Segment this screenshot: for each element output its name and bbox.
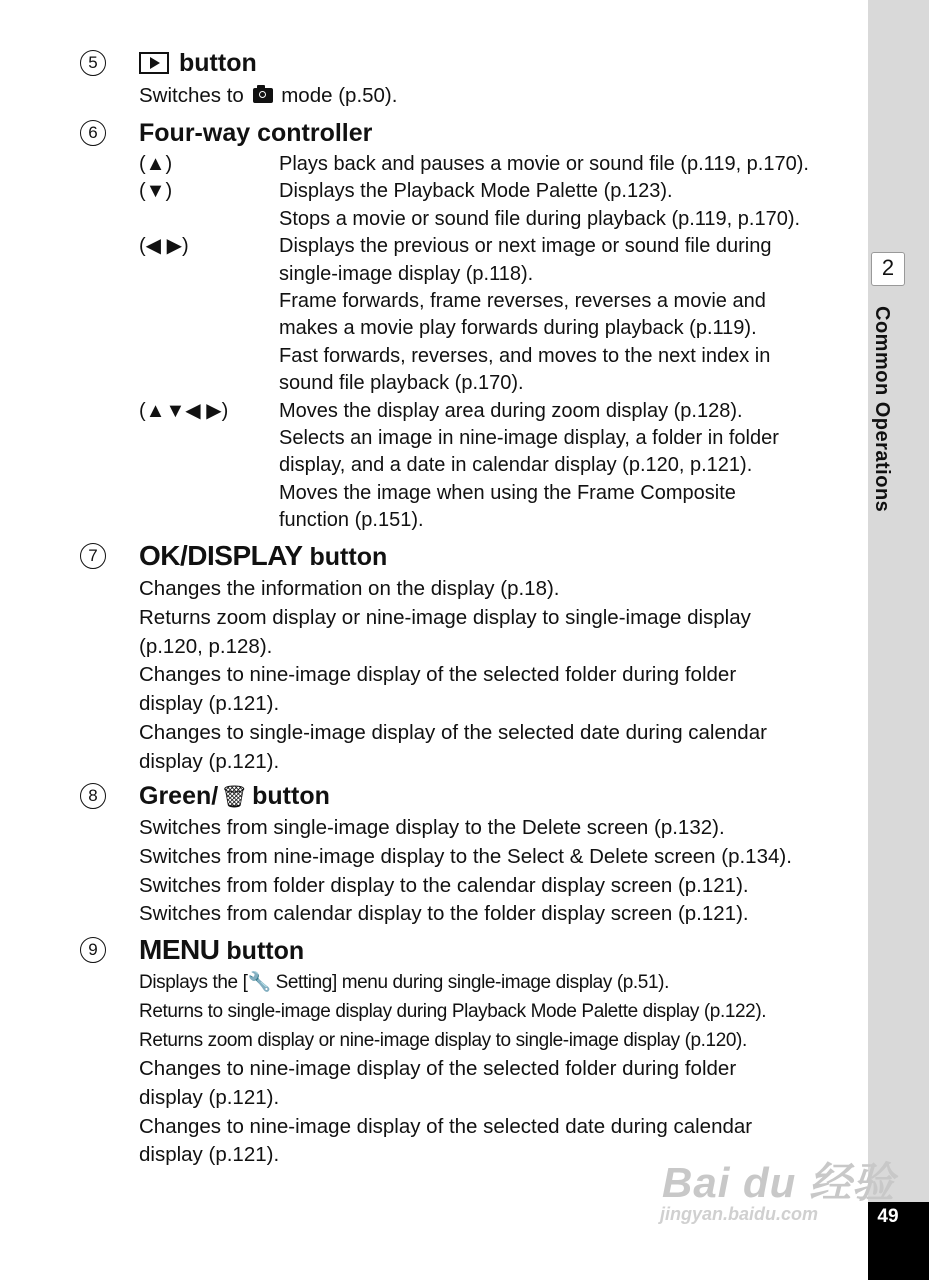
heading-label: button: [179, 49, 257, 77]
chapter-side-tab: [868, 0, 929, 1280]
item-description: Switches from single-image display to the Delete screen (p.132). Switches from nine-image display to the Select & Delete screen (p.134). Switches from folder display to the calendar display screen (p.121). Switches from calendar display to the folder display screen (p.121).: [139, 816, 792, 926]
item-heading: [139, 541, 387, 572]
item-heading: Green/🗑 button: [139, 782, 330, 810]
item-number: 8: [80, 783, 106, 809]
watermark-url: jingyan.baidu.com: [660, 1204, 819, 1224]
chapter-number: 2: [881, 255, 895, 280]
item-number: 6: [80, 120, 106, 146]
trash-icon: 🗑: [220, 784, 249, 809]
item-heading: [139, 935, 304, 966]
item-number: 5: [80, 50, 106, 76]
controller-table: [139, 151, 809, 535]
item-description-condensed: Displays the [🔧 Setting] menu during single-image display (p.51). Returns to single-image display during Playback Mode Palette display (p.122). Returns zoom display or nine-image display to single-image display (p.120).: [139, 972, 767, 1051]
item-number: 9: [80, 937, 106, 963]
controller-row: (▲▼◀ ▶) Moves the display area during zoom display (p.128). Selects an image in nine-image display, a folder in folder display, and a date in calendar display (p.120, p.121). Moves the image when using the Frame Composite function (p.151).: [139, 398, 809, 535]
camera-icon: [253, 88, 273, 103]
item-heading: Four-way controller: [139, 119, 373, 147]
item-number: 7: [80, 543, 106, 569]
heading-label: button: [252, 782, 330, 810]
controller-key: (▲): [139, 153, 173, 175]
playback-icon: [139, 52, 169, 74]
heading-label: button: [309, 543, 388, 571]
controller-key: (▲▼◀ ▶): [139, 399, 229, 422]
item-description: Changes the information on the display (p.18). Returns zoom display or nine-image display to single-image display (p.120, p.128). Changes to nine-image display of the selected folder during folder display (p.121). Changes to single-image display of the selected date during calendar display (p.121).: [139, 577, 767, 773]
page-number: 49: [877, 1206, 899, 1227]
controller-row: (◀ ▶) Displays the previous or next image or sound file during single-image display (p.118). Frame forwards, frame reverses, reverses a movie and makes a movie play forwards during playback (p.119). Fast forwards, reverses, and moves to the next index in sound file playback (p.170).: [139, 233, 809, 397]
controller-key: (◀ ▶): [139, 235, 189, 258]
watermark-brand: Bai du 经验: [662, 1159, 896, 1206]
controller-row: (▲) Plays back and pauses a movie or sound file (p.119, p.170).: [139, 151, 809, 178]
heading-key-label: MENU: [139, 934, 220, 965]
item-description: Changes to nine-image display of the selected folder during folder display (p.121). Changes to nine-image display of the selected date during calendar display (p.121).: [139, 1057, 753, 1167]
controller-key: (▼): [139, 180, 173, 203]
item-description: Switches to mode (p.50).: [139, 84, 398, 107]
chapter-title: Common Operations: [871, 306, 893, 513]
wrench-icon: 🔧: [247, 972, 271, 993]
controller-row: (▼) Displays the Playback Mode Palette (p.123). Stops a movie or sound file during playback (p.119, p.170).: [139, 178, 809, 233]
heading-label: button: [226, 937, 305, 965]
heading-key-label: OK/DISPLAY: [139, 540, 303, 571]
item-heading: [139, 48, 257, 78]
